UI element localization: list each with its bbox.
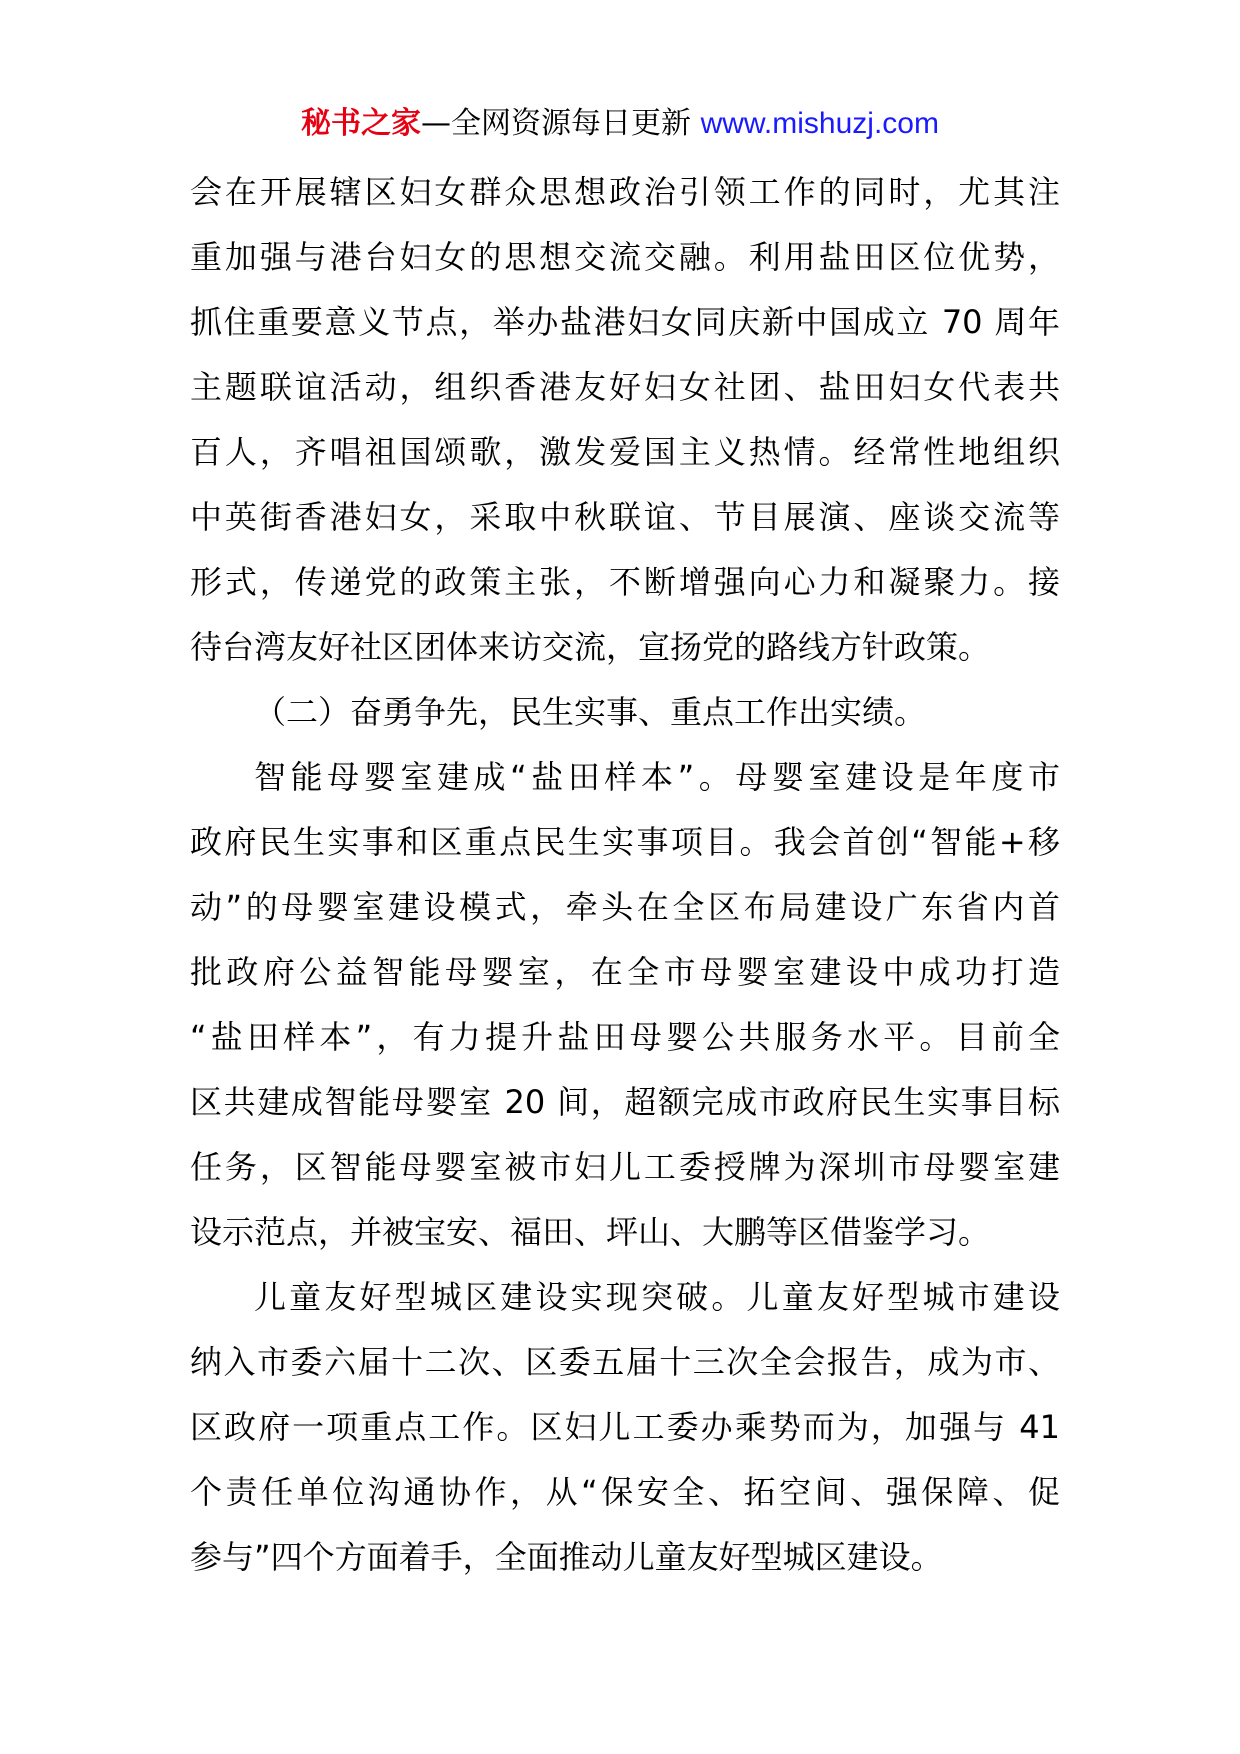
paragraph-line: 百人，齐唱祖国颂歌，激发爱国主义热情。经常性地组织 [190, 433, 1060, 471]
paragraph-line: 批政府公益智能母婴室，在全市母婴室建设中成功打造 [190, 953, 1060, 991]
paragraph-line: 智能母婴室建成“盐田样本”。母婴室建设是年度市 [254, 758, 1060, 796]
paragraph-line: 纳入市委六届十二次、区委五届十三次全会报告，成为市、 [190, 1343, 1060, 1381]
section-heading: （二）奋勇争先，民生实事、重点工作出实绩。 [254, 693, 927, 731]
paragraph-line: 中英街香港妇女，采取中秋联谊、节目展演、座谈交流等 [190, 498, 1060, 536]
paragraph-line: 区政府一项重点工作。区妇儿工委办乘势而为，加强与 41 [190, 1408, 1060, 1446]
brand-name: 秘书之家 [301, 106, 422, 141]
paragraph-line: 动”的母婴室建设模式，牵头在全区布局建设广东省内首 [190, 888, 1060, 926]
paragraph-line: 重加强与港台妇女的思想交流交融。利用盐田区位优势， [190, 238, 1060, 276]
paragraph-line: 待台湾友好社区团体来访交流，宣扬党的路线方针政策。 [190, 628, 991, 666]
paragraph-line: 区共建成智能母婴室 20 间，超额完成市政府民生实事目标 [190, 1083, 1060, 1121]
paragraph-line: 会在开展辖区妇女群众思想政治引领工作的同时，尤其注 [190, 173, 1060, 211]
paragraph-line: 形式，传递党的政策主张，不断增强向心力和凝聚力。接 [190, 563, 1060, 601]
document-body [190, 160, 1060, 1590]
paragraph-line: 政府民生实事和区重点民生实事项目。我会首创“智能+移 [190, 823, 1060, 861]
site-url-link[interactable]: www.mishuzj.com [700, 107, 939, 140]
paragraph-line: “盐田样本”，有力提升盐田母婴公共服务水平。目前全 [190, 1018, 1060, 1056]
paragraph-line: 主题联谊活动，组织香港友好妇女社团、盐田妇女代表共 [190, 368, 1060, 406]
paragraph-line: 参与”四个方面着手，全面推动儿童友好型城区建设。 [190, 1538, 943, 1576]
paragraph-line: 儿童友好型城区建设实现突破。儿童友好型城市建设 [254, 1278, 1060, 1316]
paragraph-line: 任务，区智能母婴室被市妇儿工委授牌为深圳市母婴室建 [190, 1148, 1060, 1186]
site-header [0, 100, 1240, 148]
paragraph-line: 抓住重要意义节点，举办盐港妇女同庆新中国成立 70 周年 [190, 303, 1060, 341]
paragraph-line: 设示范点，并被宝安、福田、坪山、大鹏等区借鉴学习。 [190, 1213, 991, 1251]
header-tagline: —全网资源每日更新 [421, 106, 701, 141]
paragraph-line: 个责任单位沟通协作，从“保安全、拓空间、强保障、促 [190, 1473, 1060, 1511]
